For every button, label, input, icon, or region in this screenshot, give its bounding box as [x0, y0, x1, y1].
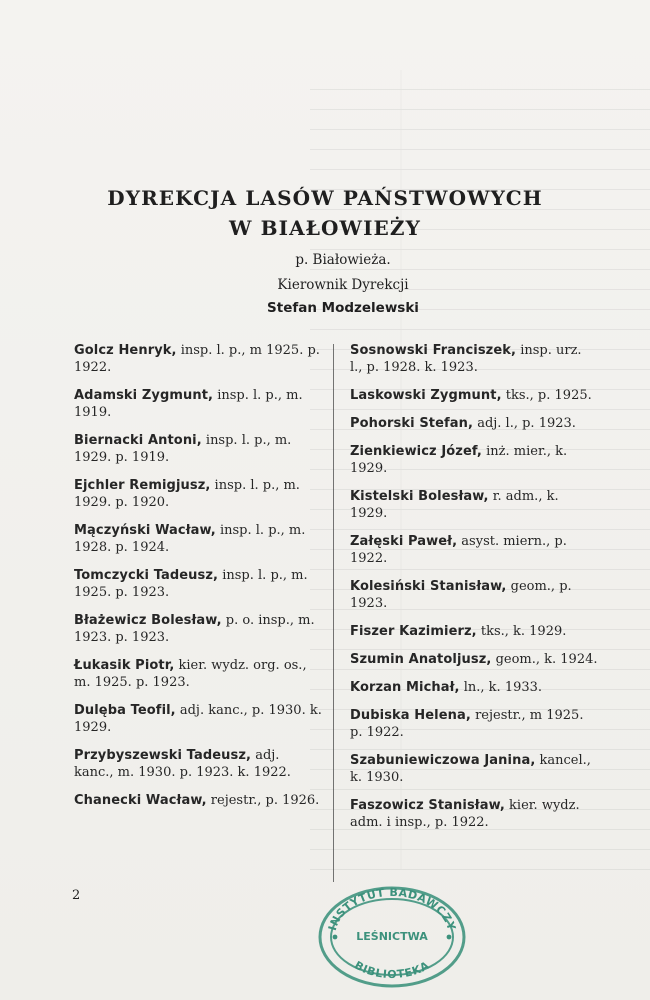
entry-detail: ln., k. 1933. — [463, 680, 543, 695]
directory-entry — [350, 415, 598, 432]
entry-name: Biernacki Antoni, — [74, 433, 202, 448]
entry-detail: insp. l. p., m. 1919. — [74, 388, 303, 420]
directory-entry — [350, 443, 598, 477]
directory-entry — [350, 752, 598, 786]
entry-detail: insp. l. p., m. 1929. p. 1920. — [74, 478, 300, 510]
directory-columns — [74, 342, 598, 892]
entry-name: Dulęba Teofil, — [74, 703, 176, 718]
entry-name: Ejchler Remigjusz, — [74, 478, 211, 493]
entry-detail: tks., k. 1929. — [480, 624, 567, 639]
entry-name: Kistelski Bolesław, — [350, 489, 489, 504]
entry-detail: adj. l., p. 1923. — [477, 416, 576, 431]
column-divider — [333, 344, 334, 882]
directory-entry — [74, 387, 322, 421]
directory-entry — [74, 522, 322, 556]
entry-name: Mączyński Wacław, — [74, 523, 216, 538]
entry-detail: r. adm., k. 1929. — [350, 489, 559, 521]
entry-detail: kier. wydz. org. os., m. 1925. p. 1923. — [74, 658, 307, 690]
directory-entry — [350, 679, 598, 696]
entry-detail: insp. l. p., m 1925. p. 1922. — [74, 343, 320, 375]
stamp-top-text: INSTYTUT BADAWCZY — [325, 885, 459, 933]
directory-entry — [74, 792, 322, 809]
directory-entry — [350, 387, 598, 404]
entry-name: Łukasik Piotr, — [74, 658, 175, 673]
bleed-through-header — [230, 30, 550, 48]
entry-detail: insp. l. p., m. 1928. p. 1924. — [74, 523, 306, 555]
page-title-line-2: W BIAŁOWIEŻY — [229, 216, 421, 240]
page-number: 2 — [72, 888, 81, 903]
directory-entry — [74, 432, 322, 466]
entry-name: Laskowski Zygmunt, — [350, 388, 502, 403]
entry-name: Kolesiński Stanisław, — [350, 579, 507, 594]
entry-name: Załęski Paweł, — [350, 534, 458, 549]
entry-name: Błażewicz Bolesław, — [74, 613, 222, 628]
entry-name: Korzan Michał, — [350, 680, 460, 695]
stamp-graphic — [314, 880, 470, 994]
directory-entry — [74, 477, 322, 511]
entry-detail: asyst. miern., p. 1922. — [350, 534, 567, 566]
directory-entry — [350, 623, 598, 640]
stamp-star-left — [333, 935, 338, 940]
entry-detail: inż. mier., k. 1929. — [350, 444, 568, 476]
address-line: p. Białowieża. — [295, 252, 391, 268]
directory-entry — [74, 612, 322, 646]
directory-entry — [74, 657, 322, 691]
entry-detail: kier. wydz. adm. i insp., p. 1922. — [350, 798, 580, 830]
entry-name: Dubiska Helena, — [350, 708, 471, 723]
entry-name: Tomczycki Tadeusz, — [74, 568, 219, 583]
entry-detail: insp. urz. l., p. 1928. k. 1923. — [350, 343, 582, 375]
entry-detail: p. o. insp., m. 1923. p. 1923. — [74, 613, 315, 645]
right-column — [350, 342, 598, 842]
entry-detail: rejestr., p. 1926. — [210, 793, 320, 808]
role-line: Kierownik Dyrekcji — [277, 277, 409, 293]
left-column — [74, 342, 322, 820]
directory-entry — [350, 707, 598, 741]
directory-entry — [74, 747, 322, 781]
directory-entry — [350, 488, 598, 522]
entry-name: Chanecki Wacław, — [74, 793, 207, 808]
entry-name: Sosnowski Franciszek, — [350, 343, 517, 358]
directory-entry — [350, 797, 598, 831]
library-stamp — [314, 880, 470, 994]
entry-name: Pohorski Stefan, — [350, 416, 474, 431]
director-name: Stefan Modzelewski — [267, 300, 419, 316]
directory-entry — [350, 342, 598, 376]
directory-entry — [350, 533, 598, 567]
entry-detail: insp. l. p., m. 1929. p. 1919. — [74, 433, 292, 465]
entry-name: Faszowicz Stanisław, — [350, 798, 505, 813]
directory-entry — [350, 578, 598, 612]
entry-detail: geom., p. 1923. — [350, 579, 572, 611]
directory-entry — [350, 651, 598, 668]
directory-entry — [74, 567, 322, 601]
stamp-middle-text: LEŚNICTWA — [356, 930, 428, 943]
entry-detail: insp. l. p., m. 1925. p. 1923. — [74, 568, 308, 600]
stamp-bottom-text: BIBLIOTEKA — [352, 958, 432, 982]
entry-detail: tks., p. 1925. — [505, 388, 592, 403]
directory-entry — [74, 342, 322, 376]
entry-name: Adamski Zygmunt, — [74, 388, 214, 403]
entry-detail: adj. kanc., p. 1930. k. 1929. — [74, 703, 322, 735]
entry-name: Szabuniewiczowa Janina, — [350, 753, 536, 768]
entry-name: Golcz Henryk, — [74, 343, 177, 358]
entry-name: Przybyszewski Tadeusz, — [74, 748, 252, 763]
entry-detail: adj. kanc., m. 1930. p. 1923. k. 1922. — [74, 748, 291, 780]
page-title-line-1: DYREKCJA LASÓW PAŃSTWOWYCH — [107, 186, 543, 210]
stamp-star-right — [447, 935, 452, 940]
entry-detail: kancel., k. 1930. — [350, 753, 591, 785]
entry-detail: rejestr., m 1925. p. 1922. — [350, 708, 584, 740]
entry-name: Fiszer Kazimierz, — [350, 624, 477, 639]
entry-detail: geom., k. 1924. — [495, 652, 598, 667]
entry-name: Zienkiewicz Józef, — [350, 444, 482, 459]
entry-name: Szumin Anatoljusz, — [350, 652, 492, 667]
directory-entry — [74, 702, 322, 736]
